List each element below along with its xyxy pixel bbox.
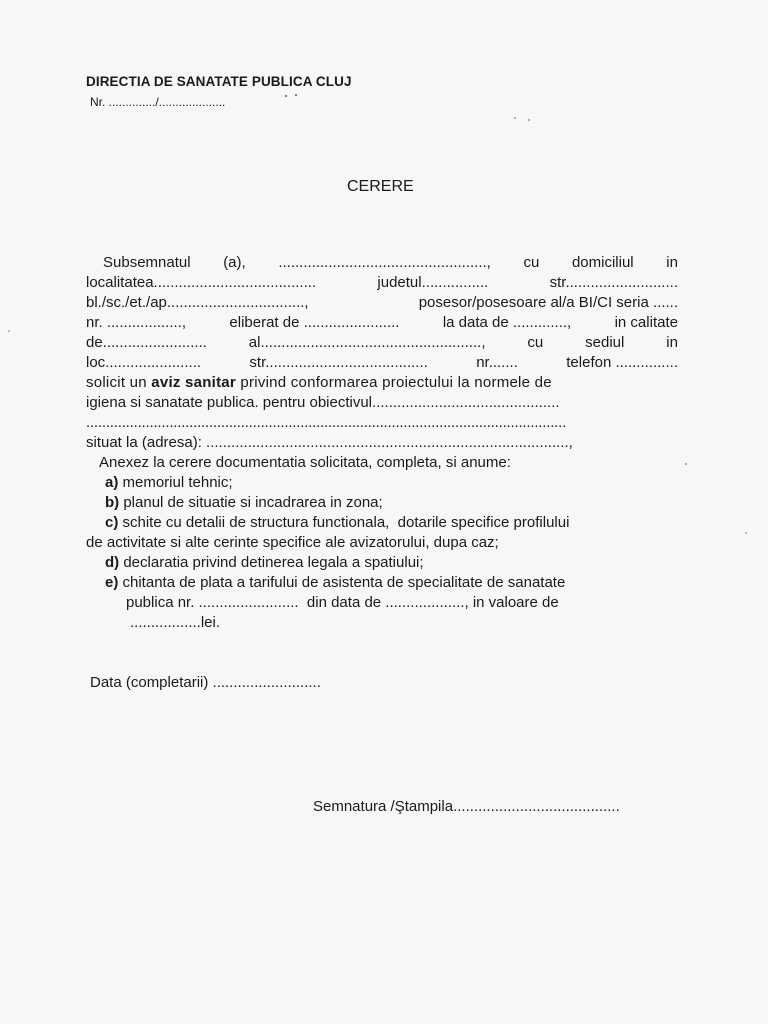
body-line-4: nr. .................., eliberat de ....................... la data de ............., in calitate <box>86 314 678 331</box>
scan-speck <box>745 532 747 534</box>
scan-speck <box>685 463 687 465</box>
annex-item-e-continued-2: .................lei. <box>130 614 221 631</box>
body-line-1: Subsemnatul (a), .................................................., cu domiciliul in <box>103 254 678 271</box>
scan-speck <box>528 119 530 121</box>
annex-item-e: e) chitanta de plata a tarifului de asistenta de specialitate de sanatate <box>105 574 566 591</box>
body-line-6: loc....................... str....................................... nr....... telefon ............... <box>86 354 678 371</box>
body-line-3: bl./sc./et./ap................................., posesor/posesoare al/a BI/CI seria ...... <box>86 294 678 311</box>
scan-speck <box>514 117 516 119</box>
body-line-9: ......................................................................................................................... <box>86 414 567 431</box>
scan-speck <box>8 330 10 332</box>
signature-stamp-line: Semnatura /Ştampila........................................ <box>313 798 620 815</box>
annex-item-a: a) memoriul tehnic; <box>105 474 233 491</box>
body-line-10: situat la (adresa): ......................................................................................., <box>86 434 573 451</box>
scan-speck <box>285 95 287 97</box>
annex-item-c: c) schite cu detalii de structura functionala, dotarile specifice profilului <box>105 514 570 531</box>
aviz-sanitar-bold: aviz sanitar <box>151 374 236 391</box>
scan-speck <box>295 94 297 96</box>
body-line-8: igiena si sanatate publica. pentru obiectivul............................................. <box>86 394 560 411</box>
completion-date-line: Data (completarii) .......................... <box>90 674 321 691</box>
body-line-5: de......................... al....................................................., cu sediul in <box>86 334 678 351</box>
body-line-7: solicit un aviz sanitar privind conformarea proiectului la normele de <box>86 374 552 391</box>
document-title: CERERE <box>347 178 414 195</box>
institution-name: DIRECTIA DE SANATATE PUBLICA CLUJ <box>86 74 352 89</box>
registration-number: Nr. ............../.................... <box>90 95 226 109</box>
body-line-2: localitatea....................................... judetul................ str........................... <box>86 274 678 291</box>
annex-item-b: b) planul de situatie si incadrarea in zona; <box>105 494 383 511</box>
annex-item-e-continued: publica nr. ........................ din data de ..................., in valoare de <box>126 594 559 611</box>
annex-intro: Anexez la cerere documentatia solicitata, completa, si anume: <box>99 454 511 471</box>
annex-item-d: d) declaratia privind detinerea legala a spatiului; <box>105 554 424 571</box>
annex-item-c-continued: de activitate si alte cerinte specifice ale avizatorului, dupa caz; <box>86 534 499 551</box>
